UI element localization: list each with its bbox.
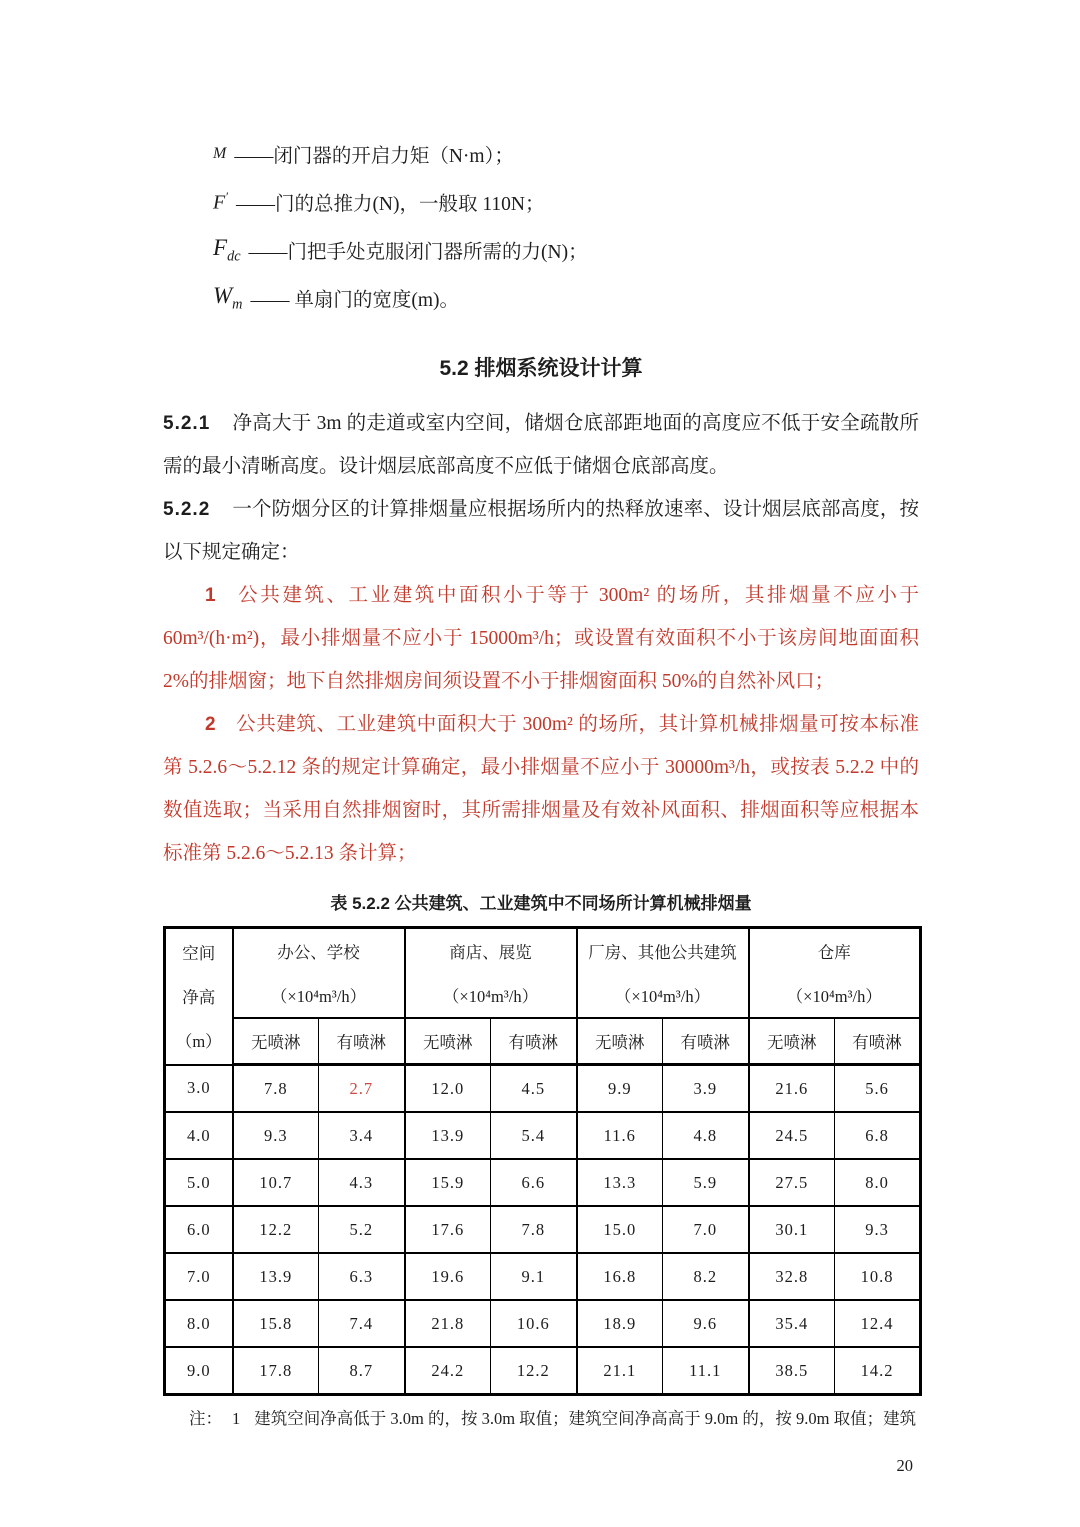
value-cell: 7.8 — [233, 1065, 319, 1113]
value-cell: 5.6 — [835, 1065, 921, 1113]
header-group-row — [165, 928, 921, 1019]
value-cell-highlighted: 2.7 — [319, 1065, 405, 1113]
math-symbol: $F_{dc}$ — [213, 235, 241, 265]
value-cell: 12.2 — [233, 1206, 319, 1253]
value-cell: 7.0 — [663, 1206, 749, 1253]
value-cell: 6.8 — [835, 1112, 921, 1159]
group-unit: （×10⁴m³/h） — [786, 987, 882, 1006]
value-cell: 19.6 — [405, 1253, 491, 1300]
value-cell: 10.7 — [233, 1159, 319, 1206]
value-cell: 4.5 — [491, 1065, 577, 1113]
row-header-line: 空间 — [182, 944, 216, 964]
definition-item — [213, 226, 919, 274]
table-row — [165, 1159, 921, 1206]
clause-text: 一个防烟分区的计算排烟量应根据场所内的热释放速率、设计烟层底部高度，按以下规定确定： — [163, 499, 919, 563]
group-name: 厂房、其他公共建筑 — [588, 943, 737, 962]
row-header-cell — [165, 928, 233, 1065]
group-unit: （×10⁴m³/h） — [442, 987, 539, 1006]
clause-5-2-2 — [163, 488, 919, 574]
subheader-with-sprinkler: 有喷淋 — [319, 1018, 405, 1065]
value-cell: 12.4 — [835, 1300, 921, 1347]
note-index: 1 — [232, 1409, 241, 1428]
red-item-number: 2 — [205, 714, 216, 735]
subheader-with-sprinkler: 有喷淋 — [491, 1018, 577, 1065]
red-item-1 — [163, 574, 919, 703]
group-stack — [578, 929, 748, 1017]
note-label: 注： — [189, 1409, 222, 1428]
subheader-no-sprinkler: 无喷淋 — [577, 1018, 663, 1065]
header-sub-row — [165, 1018, 921, 1065]
table-note — [163, 1406, 919, 1432]
column-group-header — [577, 928, 749, 1019]
value-cell: 9.3 — [233, 1112, 319, 1159]
value-cell: 8.7 — [319, 1347, 405, 1395]
row-height-cell: 4.0 — [165, 1112, 233, 1159]
column-group-header — [405, 928, 577, 1019]
value-cell: 13.9 — [405, 1112, 491, 1159]
value-cell: 8.2 — [663, 1253, 749, 1300]
row-height-cell: 6.0 — [165, 1206, 233, 1253]
definition-item — [213, 130, 919, 178]
value-cell: 9.1 — [491, 1253, 577, 1300]
value-cell: 11.6 — [577, 1112, 663, 1159]
row-header-line: （m） — [175, 1032, 222, 1052]
math-symbol: M — [213, 145, 227, 162]
table-row — [165, 1347, 921, 1395]
red-item-number: 1 — [205, 585, 216, 606]
red-item-2 — [163, 703, 919, 875]
group-stack — [234, 929, 404, 1017]
value-cell: 32.8 — [749, 1253, 835, 1300]
value-cell: 4.8 — [663, 1112, 749, 1159]
row-height-cell: 7.0 — [165, 1253, 233, 1300]
table-row — [165, 1206, 921, 1253]
table-row — [165, 1112, 921, 1159]
value-cell: 3.9 — [663, 1065, 749, 1113]
value-cell: 16.8 — [577, 1253, 663, 1300]
value-cell: 10.8 — [835, 1253, 921, 1300]
row-height-cell: 9.0 — [165, 1347, 233, 1395]
red-item-text: 公共建筑、工业建筑中面积大于 300m² 的场所，其计算机械排烟量可按本标准第 5.2.6～5.2.12 条的规定计算确定，最小排烟量不应小于 30000m³/h，或按表 5.2.2 中的数值选取；当采用自然排烟窗时，其所需排烟量及有效补风面积、排烟面积等应根据本标准第 5.2.6～5.2.13 条计算； — [163, 714, 919, 864]
definition-item — [213, 274, 919, 322]
prime-mark: ′ — [225, 190, 228, 205]
table-body — [165, 1065, 921, 1395]
column-group-header — [233, 928, 405, 1019]
definition-item — [213, 178, 919, 226]
subscript: dc — [227, 248, 241, 265]
subheader-with-sprinkler: 有喷淋 — [835, 1018, 921, 1065]
document-page — [163, 0, 919, 1476]
section-heading: 5.2 排烟系统设计计算 — [439, 357, 643, 380]
value-cell: 14.2 — [835, 1347, 921, 1395]
value-cell: 15.0 — [577, 1206, 663, 1253]
value-cell: 5.9 — [663, 1159, 749, 1206]
value-cell: 24.5 — [749, 1112, 835, 1159]
value-cell: 5.4 — [491, 1112, 577, 1159]
value-cell: 9.3 — [835, 1206, 921, 1253]
value-cell: 6.6 — [491, 1159, 577, 1206]
value-cell: 17.8 — [233, 1347, 319, 1395]
value-cell: 9.6 — [663, 1300, 749, 1347]
value-cell: 13.9 — [233, 1253, 319, 1300]
table-row — [165, 1065, 921, 1113]
group-name: 办公、学校 — [277, 943, 360, 962]
value-cell: 21.1 — [577, 1347, 663, 1395]
red-item-text: 公共建筑、工业建筑中面积小于等于 300m² 的场所，其排烟量不应小于 60m³/(h·m²)，最小排烟量不应小于 15000m³/h；或设置有效面积不小于该房间地面面积 2%的排烟窗；地下自然排烟房间须设置不小于排烟窗面积 50%的自然补风口； — [163, 585, 919, 692]
definition-text: —— 单扇门的宽度(m)。 — [250, 290, 459, 311]
row-header-stack — [166, 930, 232, 1062]
value-cell: 8.0 — [835, 1159, 921, 1206]
subscript: m — [232, 296, 243, 313]
value-cell: 3.4 — [319, 1112, 405, 1159]
value-cell: 17.6 — [405, 1206, 491, 1253]
page-number: 20 — [896, 1456, 913, 1475]
value-cell: 21.6 — [749, 1065, 835, 1113]
definition-text: ——闭门器的开启力矩（N·m）； — [234, 146, 514, 167]
definition-text: ——门把手处克服闭门器所需的力(N)； — [248, 242, 588, 263]
table-row — [165, 1253, 921, 1300]
value-cell: 27.5 — [749, 1159, 835, 1206]
clause-5-2-1 — [163, 402, 919, 488]
subheader-no-sprinkler: 无喷淋 — [749, 1018, 835, 1065]
group-unit: （×10⁴m³/h） — [614, 987, 711, 1006]
value-cell: 5.2 — [319, 1206, 405, 1253]
group-name: 仓库 — [817, 943, 851, 962]
group-stack — [750, 929, 920, 1017]
subheader-no-sprinkler: 无喷淋 — [233, 1018, 319, 1065]
subheader-no-sprinkler: 无喷淋 — [405, 1018, 491, 1065]
clause-number: 5.2.2 — [163, 499, 211, 520]
row-height-cell: 8.0 — [165, 1300, 233, 1347]
table-head — [165, 928, 921, 1065]
math-symbol: $W_m$ — [213, 283, 243, 313]
value-cell: 4.3 — [319, 1159, 405, 1206]
value-cell: 24.2 — [405, 1347, 491, 1395]
value-cell: 7.4 — [319, 1300, 405, 1347]
value-cell: 11.1 — [663, 1347, 749, 1395]
column-group-header — [749, 928, 921, 1019]
clause-number: 5.2.1 — [163, 413, 211, 434]
group-unit: （×10⁴m³/h） — [270, 987, 367, 1006]
value-cell: 13.3 — [577, 1159, 663, 1206]
definitions-list — [213, 130, 919, 322]
value-cell: 38.5 — [749, 1347, 835, 1395]
value-cell: 35.4 — [749, 1300, 835, 1347]
value-cell: 7.8 — [491, 1206, 577, 1253]
clause-text: 净高大于 3m 的走道或室内空间，储烟仓底部距地面的高度应不低于安全疏散所需的最小清晰高度。设计烟层底部高度不应低于储烟仓底部高度。 — [163, 413, 919, 477]
table-caption: 表 5.2.2 公共建筑、工业建筑中不同场所计算机械排烟量 — [330, 894, 752, 913]
value-cell: 18.9 — [577, 1300, 663, 1347]
math-symbol: F′ — [213, 190, 228, 214]
value-cell: 6.3 — [319, 1253, 405, 1300]
subheader-with-sprinkler: 有喷淋 — [663, 1018, 749, 1065]
value-cell: 9.9 — [577, 1065, 663, 1113]
value-cell: 10.6 — [491, 1300, 577, 1347]
value-cell: 30.1 — [749, 1206, 835, 1253]
value-cell: 21.8 — [405, 1300, 491, 1347]
table-row — [165, 1300, 921, 1347]
group-name: 商店、展览 — [449, 943, 532, 962]
value-cell: 15.9 — [405, 1159, 491, 1206]
smoke-exhaust-table — [163, 926, 922, 1396]
row-header-line: 净高 — [182, 988, 216, 1008]
value-cell: 12.2 — [491, 1347, 577, 1395]
note-text: 建筑空间净高低于 3.0m 的，按 3.0m 取值；建筑空间净高高于 9.0m 的，按 9.0m 取值；建筑 — [254, 1409, 917, 1428]
value-cell: 12.0 — [405, 1065, 491, 1113]
value-cell: 15.8 — [233, 1300, 319, 1347]
row-height-cell: 5.0 — [165, 1159, 233, 1206]
group-stack — [406, 929, 576, 1017]
row-height-cell: 3.0 — [165, 1065, 233, 1113]
definition-text: ——门的总推力(N)，一般取 110N； — [235, 194, 545, 215]
